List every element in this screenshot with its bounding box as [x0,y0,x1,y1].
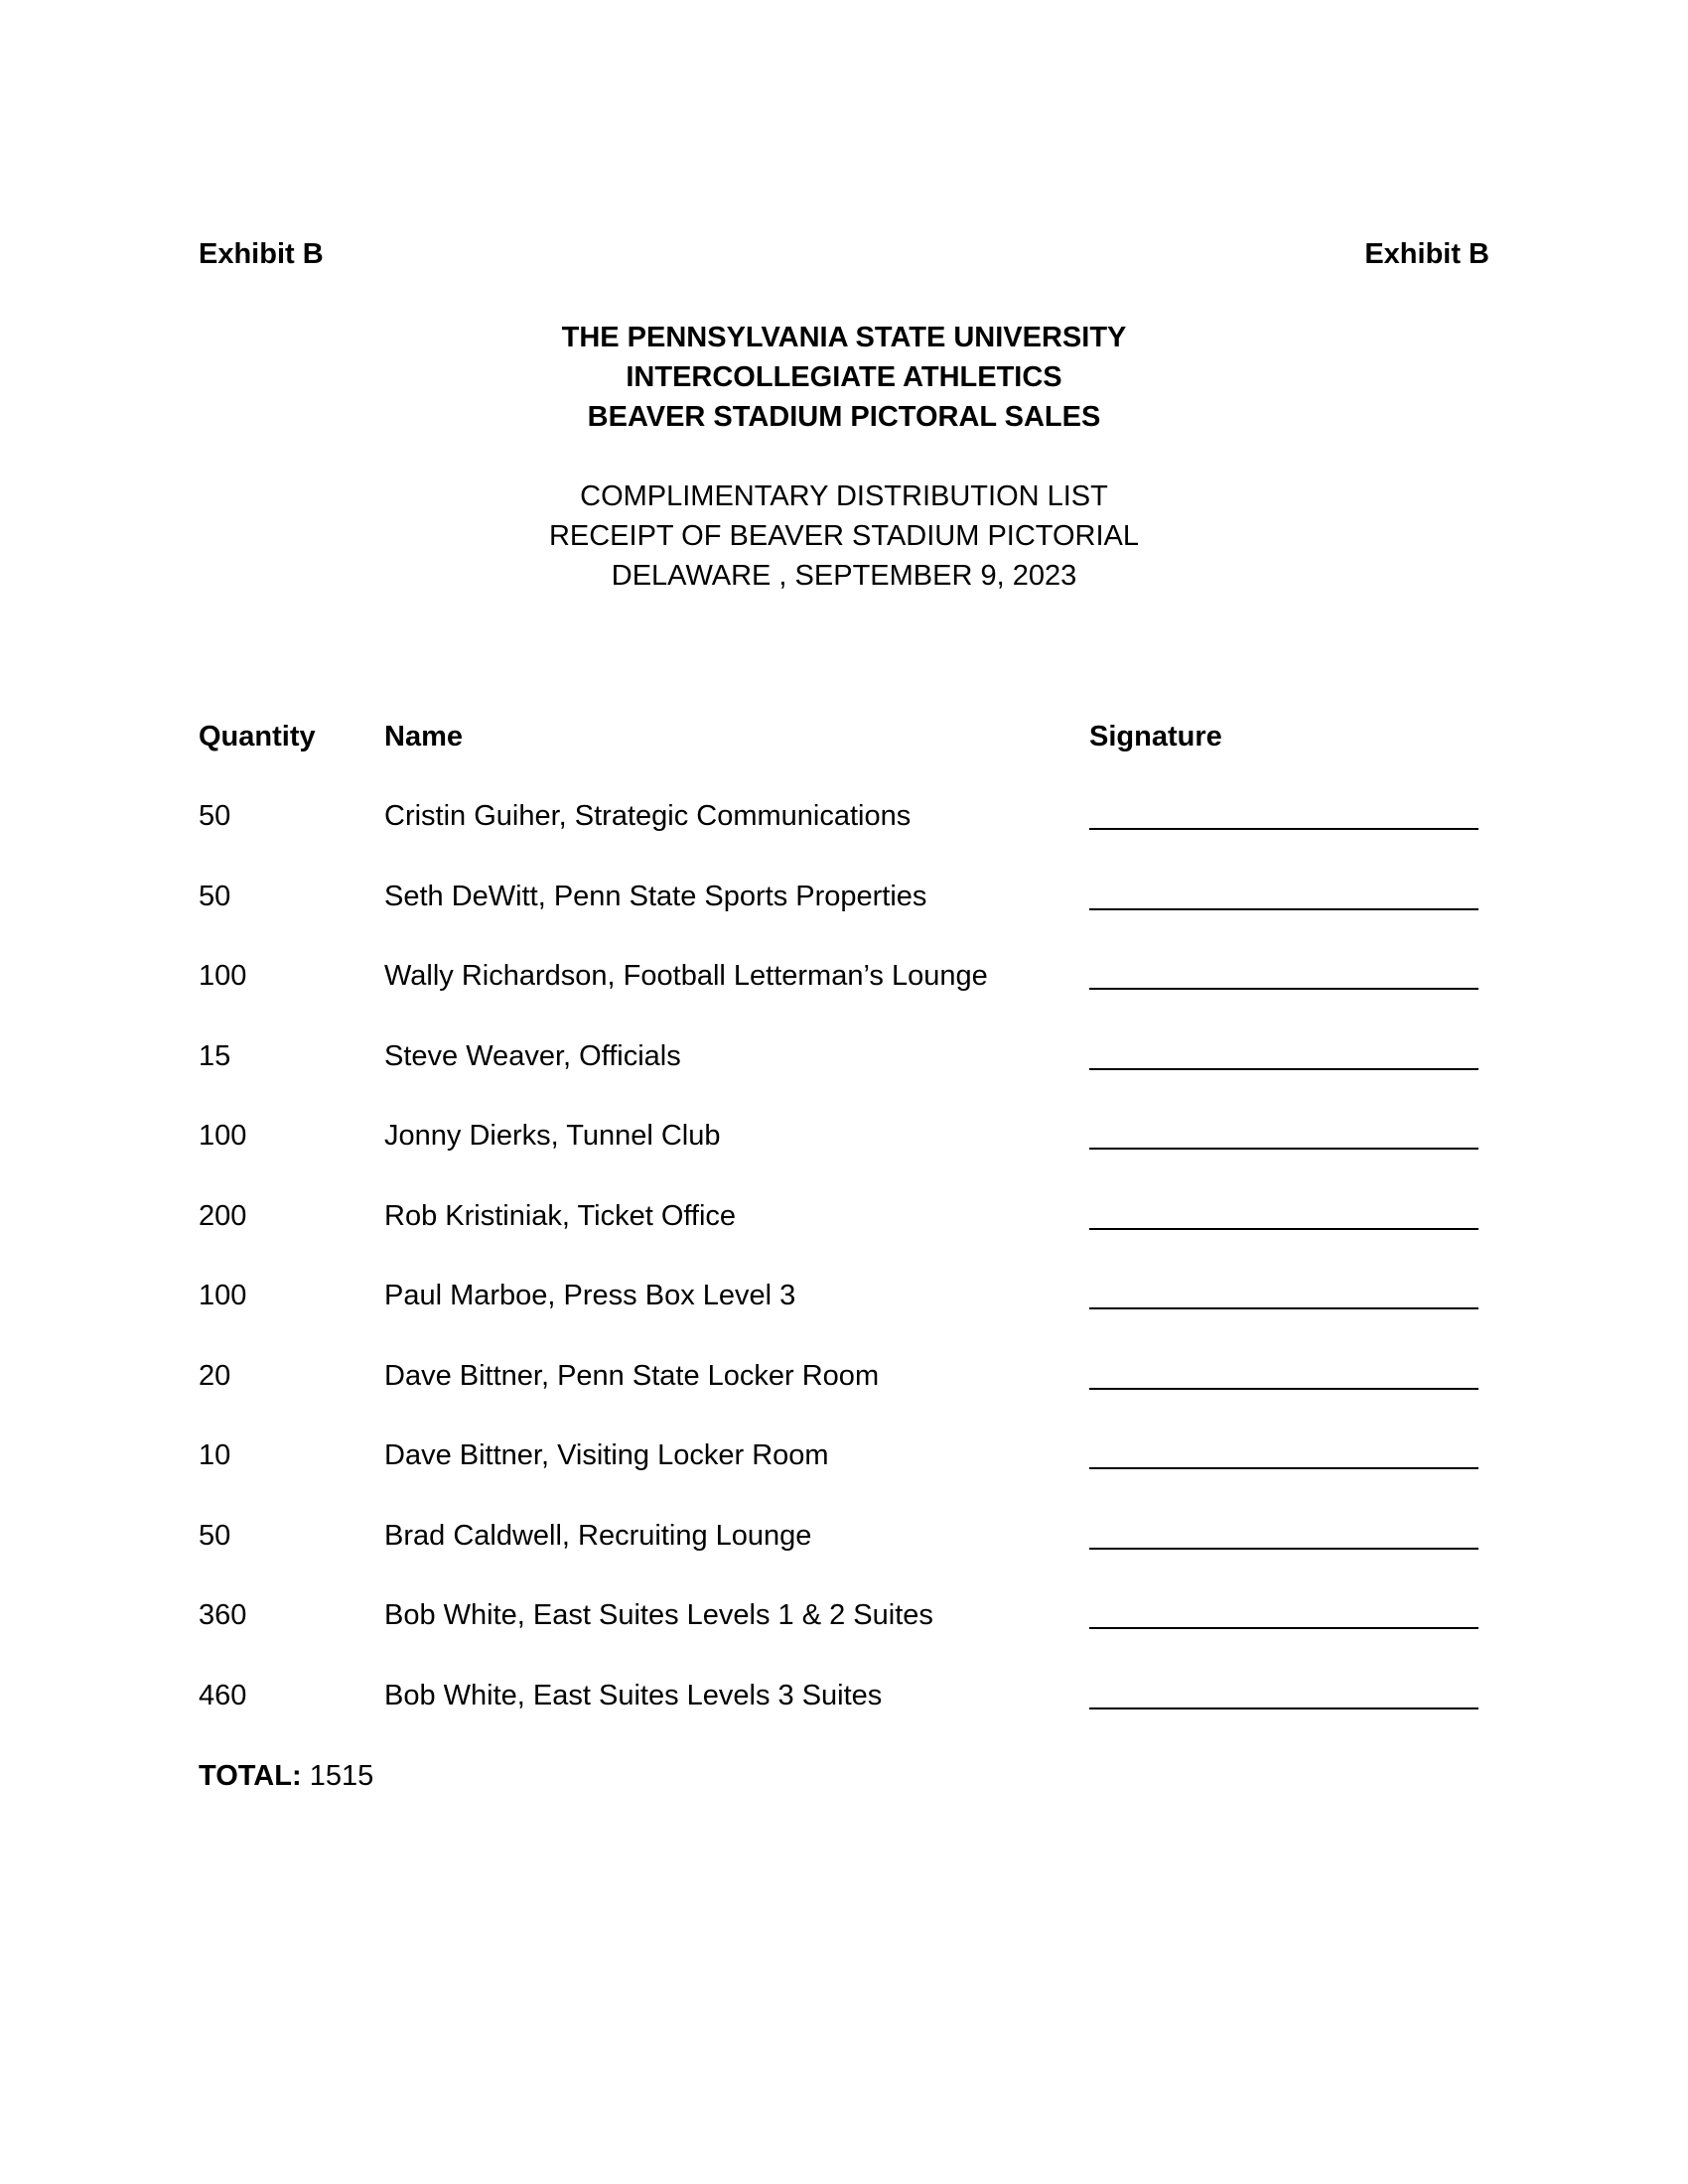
row-quantity: 50 [199,1519,231,1552]
row-quantity: 100 [199,1120,247,1152]
row-name: Wally Richardson, Football Letterman’s Lounge [384,960,988,992]
list-row [0,1518,1688,1598]
signature-line[interactable] [1089,1707,1478,1709]
signature-line[interactable] [1089,1388,1478,1390]
column-header-signature: Signature [1089,721,1222,752]
document-header [0,318,1688,437]
row-name: Jonny Dierks, Tunnel Club [384,1120,721,1152]
signature-line[interactable] [1089,1627,1478,1629]
row-name: Dave Bittner, Visiting Locker Room [384,1439,829,1471]
signature-line[interactable] [1089,1467,1478,1469]
row-quantity: 360 [199,1599,247,1631]
list-row [0,1358,1688,1438]
signature-line[interactable] [1089,988,1478,990]
row-name: Bob White, East Suites Levels 1 & 2 Suites [384,1599,933,1631]
signature-line[interactable] [1089,1228,1478,1230]
row-name: Steve Weaver, Officials [384,1039,681,1072]
signature-line[interactable] [1089,1148,1478,1150]
subheader-list-title: COMPLIMENTARY DISTRIBUTION LIST [580,480,1108,512]
list-row [0,958,1688,1038]
header-sales: BEAVER STADIUM PICTORAL SALES [587,401,1101,433]
row-name: Brad Caldwell, Recruiting Lounge [384,1519,812,1552]
signature-line[interactable] [1089,1307,1478,1309]
row-quantity: 200 [199,1199,247,1232]
signature-line[interactable] [1089,1548,1478,1550]
distribution-list [0,798,1688,1757]
row-name: Rob Kristiniak, Ticket Office [384,1199,737,1232]
list-row [0,879,1688,959]
row-name: Bob White, East Suites Levels 3 Suites [384,1679,883,1711]
row-quantity: 460 [199,1679,247,1711]
list-row [0,1038,1688,1119]
signature-line[interactable] [1089,828,1478,830]
signature-line[interactable] [1089,1068,1478,1070]
row-name: Paul Marboe, Press Box Level 3 [384,1280,796,1311]
list-row [0,1278,1688,1358]
list-row [0,1118,1688,1198]
row-quantity: 100 [199,1280,247,1311]
row-quantity: 20 [199,1359,231,1392]
exhibit-label-left: Exhibit B [199,238,324,270]
row-quantity: 100 [199,960,247,992]
total-label: TOTAL: [199,1760,302,1792]
header-department: INTERCOLLEGIATE ATHLETICS [626,361,1062,393]
list-row [0,1678,1688,1758]
list-row [0,1437,1688,1518]
total-line [199,1758,373,1794]
document-subheader [0,477,1688,596]
row-name: Cristin Guiher, Strategic Communications [384,800,912,832]
subheader-game-date: DELAWARE , SEPTEMBER 9, 2023 [611,560,1077,592]
list-row [0,1597,1688,1678]
column-header-name: Name [384,721,463,752]
row-quantity: 15 [199,1039,231,1072]
exhibit-label-right: Exhibit B [1364,238,1489,270]
row-quantity: 50 [199,880,231,912]
row-quantity: 10 [199,1439,231,1471]
row-quantity: 50 [199,800,231,832]
row-name: Dave Bittner, Penn State Locker Room [384,1359,880,1392]
total-value: 1515 [309,1760,374,1792]
subheader-receipt: RECEIPT OF BEAVER STADIUM PICTORIAL [548,520,1140,552]
list-row [0,798,1688,879]
list-row [0,1198,1688,1279]
row-name: Seth DeWitt, Penn State Sports Properties [384,880,927,912]
header-university: THE PENNSYLVANIA STATE UNIVERSITY [561,322,1127,353]
signature-line[interactable] [1089,908,1478,910]
column-header-quantity: Quantity [199,721,316,752]
